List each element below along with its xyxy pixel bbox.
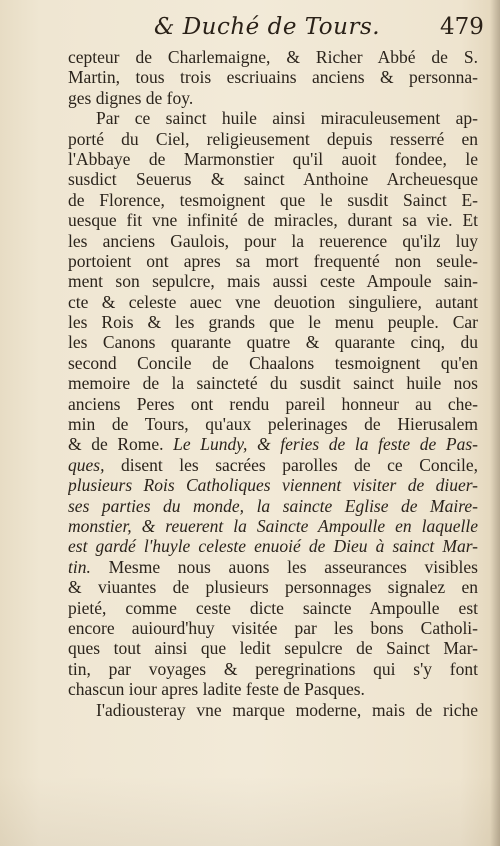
text-line: & viuantes de plusieurs personnages signalez en: [68, 577, 478, 598]
text-line: memoire de la saincteté du susdit sainct huile nos: [68, 373, 478, 394]
text-line: les Canons quarante quatre & quarante cinq, du: [68, 332, 478, 353]
text-line: Martin, tous trois escriuains anciens & personna-: [68, 67, 478, 88]
body-text: [68, 47, 478, 720]
text-line: ques tout ainsi que ledit sepulcre de Sainct Mar-: [68, 638, 478, 659]
text-line: encore auiourd'huy visitée par les bons Catholi-: [68, 617, 478, 638]
text-line: ses parties du monde, la saincte Eglise de Maire-: [68, 495, 478, 516]
page-number: 479: [440, 14, 484, 40]
running-head: & Duché de Tours.: [153, 14, 381, 40]
text-line-italic: tin.: [68, 556, 91, 577]
text-line: I'adiousteray vne marque moderne, mais de riche: [96, 699, 478, 720]
text-line: Par ce sainct huile ainsi miraculeusement ap-: [96, 108, 478, 129]
text-line: pieté, comme ceste dicte saincte Ampoulle est: [68, 597, 478, 618]
text-line: susdict Seuerus & sainct Anthoine Archeuesque: [68, 169, 478, 190]
text-line: uesque fit vne infinité de miracles, durant sa vie. Et: [68, 210, 478, 231]
text-line-roman: disent les sacrées parolles de ce Concile,: [120, 454, 478, 475]
text-line: l'Abbaye de Marmonstier qu'il auoit fondee, le: [68, 148, 478, 169]
page-bottom-tint: [0, 776, 500, 846]
page-edge-shadow: [490, 0, 500, 846]
text-line: cte & celeste auec vne deuotion singuliere, autant: [68, 291, 478, 312]
text-line: de Florence, tesmoignent que le susdit Sainct E-: [68, 189, 478, 210]
text-line: [68, 557, 478, 577]
text-line: anciens Peres ont rendu pareil honneur au che-: [68, 393, 478, 414]
text-line: [68, 455, 478, 475]
text-line: porté du Ciel, religieusement depuis resserré en: [68, 128, 478, 149]
text-line: ment son sepulcre, mais aussi ceste Ampoule sain-: [68, 271, 478, 292]
text-line-italic: Le Lundy, & feries de la feste de Pas-: [173, 434, 478, 455]
text-line: monstier, & reuerent la Saincte Ampoulle en laquelle: [68, 515, 478, 536]
text-line: chascun iour apres ladite feste de Pasques.: [68, 679, 365, 700]
text-line-roman: Mesme nous auons les asseurances visibles: [108, 556, 478, 577]
text-line: plusieurs Rois Catholiques viennent visiter de diuer-: [68, 475, 478, 496]
text-line: cepteur de Charlemaigne, & Richer Abbé de S.: [68, 47, 478, 67]
text-line: second Concile de Chaalons tesmoignent qu'en: [68, 352, 478, 373]
text-line-italic: ques,: [68, 454, 105, 475]
text-line: les Rois & les grands que le menu peuple. Car: [68, 312, 478, 333]
text-line: tin, par voyages & peregrinations qui s'y font: [68, 658, 478, 679]
text-line: min de Tours, qu'aux pelerinages de Hierusalem: [68, 414, 478, 435]
text-line: ges dignes de foy.: [68, 87, 194, 108]
text-line: [68, 434, 478, 454]
text-line: les anciens Gaulois, pour la reuerence qu'ilz luy: [68, 230, 478, 251]
text-line: est gardé l'huyle celeste enuoié de Dieu à sainct Mar-: [68, 536, 478, 557]
text-line-roman: & de Rome.: [68, 434, 164, 455]
text-line: portoient ont apres sa mort frequenté non seule-: [68, 250, 478, 271]
